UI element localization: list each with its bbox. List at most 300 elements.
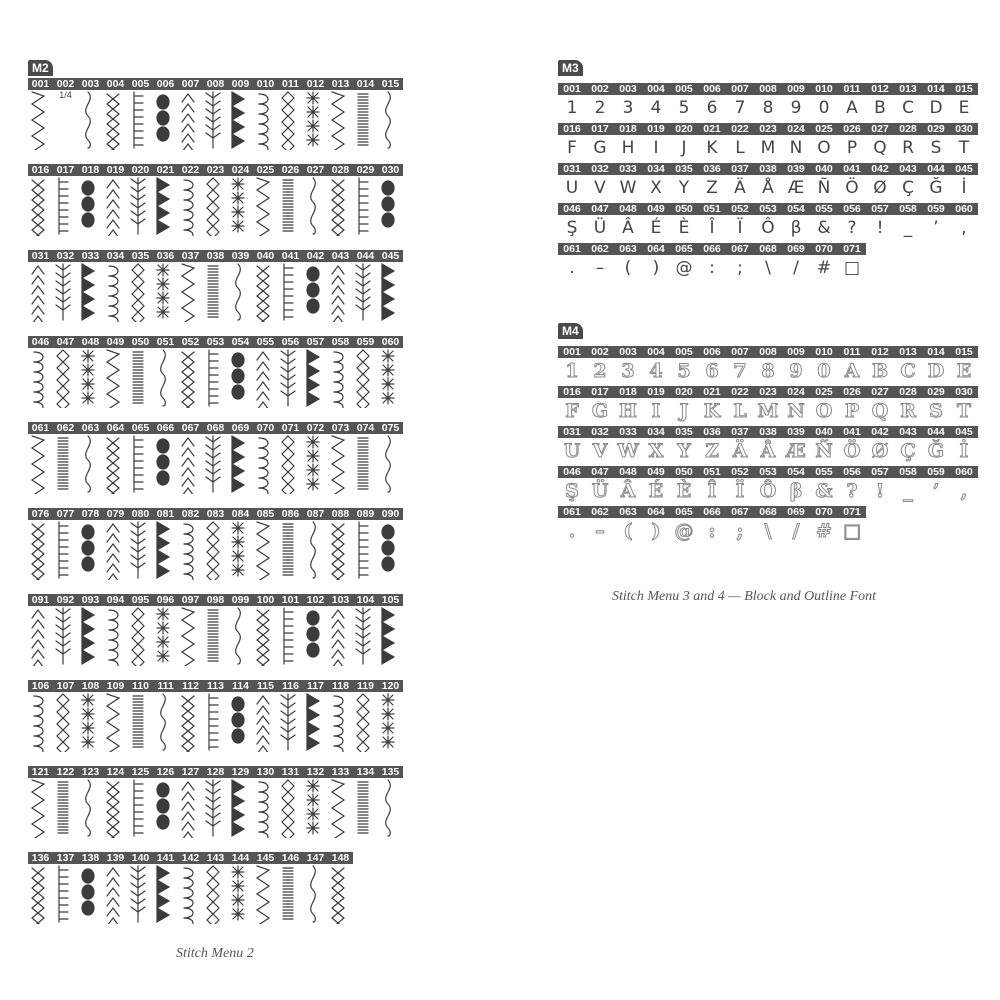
font-character: Ø xyxy=(871,440,889,462)
font-number: 026 xyxy=(843,386,861,398)
font-number-bar xyxy=(558,466,978,478)
font-character: K xyxy=(703,400,721,422)
font-character: L xyxy=(735,138,745,158)
stitch-number: 014 xyxy=(356,78,375,90)
stitch-pattern-icon xyxy=(378,606,403,680)
stitch-pattern-icon xyxy=(153,434,178,508)
stitch-pattern-icon xyxy=(278,176,303,250)
font-character: _ xyxy=(903,218,913,238)
font-number: 033 xyxy=(619,163,637,175)
font-character: K xyxy=(706,138,718,158)
font-row xyxy=(558,123,978,161)
font-number: 024 xyxy=(787,386,805,398)
font-number-bar xyxy=(558,163,978,175)
stitch-number: 143 xyxy=(206,852,225,864)
font-number: 007 xyxy=(731,346,749,358)
font-number: 030 xyxy=(955,123,973,135)
stitch-pattern-icon xyxy=(253,176,278,250)
stitch-number-bar xyxy=(28,766,403,778)
font-number: 068 xyxy=(759,243,777,255)
font-character: 7 xyxy=(734,98,746,118)
font-character: & xyxy=(817,218,831,238)
font-number: 043 xyxy=(899,426,917,438)
font-number: 061 xyxy=(563,506,581,518)
stitch-pattern-icon xyxy=(353,434,378,508)
font-character: Ä xyxy=(732,440,748,462)
stitch-pattern-icon xyxy=(103,606,128,680)
font-number: 043 xyxy=(899,163,917,175)
font-character: O xyxy=(815,400,833,422)
stitch-pattern-icon xyxy=(353,606,378,680)
stitch-fraction-label: 1/4 xyxy=(59,90,72,100)
font-character: P xyxy=(844,400,860,422)
stitch-number: 129 xyxy=(231,766,250,778)
font-number: 034 xyxy=(647,426,665,438)
font-number: 017 xyxy=(591,123,609,135)
stitch-number: 036 xyxy=(156,250,175,262)
stitch-pattern-icon xyxy=(128,606,153,680)
font-character: R xyxy=(900,400,916,422)
font-number: 067 xyxy=(731,243,749,255)
font-number: 069 xyxy=(787,243,805,255)
stitch-pattern-icon xyxy=(178,606,203,680)
stitch-number: 113 xyxy=(207,680,224,692)
font-number: 019 xyxy=(647,123,665,135)
stitch-pattern-icon xyxy=(253,520,278,594)
stitch-pattern-icon xyxy=(278,864,303,938)
font-character: I xyxy=(653,138,659,158)
font-character: Î xyxy=(707,480,717,502)
font-character: Ñ xyxy=(815,440,833,462)
stitch-number: 032 xyxy=(56,250,75,262)
stitch-pattern-icon xyxy=(353,520,378,594)
stitch-pattern-icon xyxy=(203,606,228,680)
font-row xyxy=(558,466,978,504)
font-character: Y xyxy=(677,440,691,462)
stitch-pattern-icon xyxy=(203,520,228,594)
font-character: 4 xyxy=(650,98,662,118)
font-number: 004 xyxy=(647,83,665,95)
stitch-number-bar xyxy=(28,680,403,692)
stitch-pattern-icon xyxy=(103,778,128,852)
stitch-pattern-icon xyxy=(228,520,253,594)
font-character: Î xyxy=(709,218,715,238)
stitch-number: 065 xyxy=(131,422,150,434)
stitch-pattern-icon xyxy=(103,520,128,594)
font-character: Æ xyxy=(787,178,805,198)
stitch-pattern-icon xyxy=(353,90,378,164)
stitch-number: 026 xyxy=(281,164,300,176)
font-number: 041 xyxy=(843,426,861,438)
stitch-pattern-icon xyxy=(378,434,403,508)
font-number: 006 xyxy=(703,83,721,95)
font-number: 057 xyxy=(871,466,889,478)
stitch-pattern-icon xyxy=(153,606,178,680)
stitch-pattern-icon xyxy=(253,864,278,938)
stitch-number: 110 xyxy=(132,680,149,692)
stitch-pattern-icon xyxy=(303,262,328,336)
stitch-number: 020 xyxy=(131,164,150,176)
stitch-number: 074 xyxy=(356,422,375,434)
stitch-pattern-icon xyxy=(78,692,103,766)
font-number: 011 xyxy=(843,346,861,358)
font-character: / xyxy=(793,258,799,278)
stitch-number: 138 xyxy=(81,852,100,864)
font-character: Å xyxy=(762,178,774,198)
stitch-pattern-icon xyxy=(28,864,53,938)
font-character: 6 xyxy=(705,360,719,382)
font-character: S xyxy=(929,400,943,422)
font-character: Ğ xyxy=(927,440,945,462)
stitch-pattern-icon xyxy=(53,778,78,852)
font-number: 029 xyxy=(927,123,945,135)
stitch-number: 084 xyxy=(231,508,250,520)
stitch-number: 116 xyxy=(282,680,299,692)
font-number: 028 xyxy=(899,123,917,135)
stitch-number: 012 xyxy=(306,78,325,90)
stitch-number: 069 xyxy=(231,422,250,434)
font-number: 002 xyxy=(591,83,609,95)
stitch-pattern-icon xyxy=(178,434,203,508)
font-character: G xyxy=(591,400,609,422)
font-character: Ç xyxy=(900,440,916,462)
stitch-pattern-icon xyxy=(328,606,353,680)
font-number-bar xyxy=(558,203,978,215)
font-character: 5 xyxy=(678,98,690,118)
font-number: 025 xyxy=(815,123,833,135)
stitch-number: 140 xyxy=(131,852,150,864)
stitch-pattern-icon xyxy=(103,348,128,422)
stitch-number: 027 xyxy=(306,164,325,176)
stitch-number: 048 xyxy=(81,336,100,348)
stitch-number: 002 xyxy=(56,78,75,90)
stitch-number: 019 xyxy=(106,164,125,176)
font-character: Ç xyxy=(902,178,914,198)
font-number: 056 xyxy=(843,466,861,478)
font-row xyxy=(558,426,978,464)
font-number: 020 xyxy=(675,386,693,398)
stitch-number: 044 xyxy=(356,250,375,262)
stitch-pattern-icon xyxy=(178,864,203,938)
font-number: 060 xyxy=(955,466,973,478)
font-character: 5 xyxy=(677,360,691,382)
stitch-pattern-icon xyxy=(278,262,303,336)
font-character: A xyxy=(846,98,858,118)
stitch-number: 062 xyxy=(56,422,75,434)
font-character: & xyxy=(815,480,833,502)
font-character: Ï xyxy=(735,480,745,502)
font-number: 054 xyxy=(787,203,805,215)
font-character: 4 xyxy=(649,360,663,382)
stitch-number: 016 xyxy=(31,164,50,176)
font-character: Z xyxy=(706,178,718,198)
stitch-pattern-icon xyxy=(203,348,228,422)
caption-stitch-menu-3-4: Stitch Menu 3 and 4 — Block and Outline Font xyxy=(612,589,877,604)
font-number: 041 xyxy=(843,163,861,175)
stitch-number: 148 xyxy=(331,852,350,864)
stitch-pattern-icon xyxy=(28,176,53,250)
font-number: 027 xyxy=(871,386,889,398)
font-row xyxy=(558,506,866,544)
stitch-number-bar xyxy=(28,164,403,176)
font-number: 022 xyxy=(731,123,749,135)
stitch-number: 141 xyxy=(156,852,175,864)
stitch-number: 090 xyxy=(381,508,400,520)
stitch-pattern-icon xyxy=(353,348,378,422)
stitch-pattern-icon xyxy=(203,176,228,250)
stitch-number: 006 xyxy=(156,78,175,90)
font-character: @ xyxy=(674,520,694,542)
stitch-number: 040 xyxy=(256,250,275,262)
font-character: M xyxy=(757,400,779,422)
font-character: , xyxy=(961,218,967,238)
stitch-number: 145 xyxy=(256,852,275,864)
font-character: ’ xyxy=(932,480,940,502)
stitch-number-bar xyxy=(28,336,403,348)
stitch-number: 035 xyxy=(131,250,150,262)
font-number: 053 xyxy=(759,466,777,478)
stitch-pattern-icon xyxy=(253,606,278,680)
stitch-number: 088 xyxy=(331,508,350,520)
font-character: N xyxy=(787,400,805,422)
stitch-pattern-icon xyxy=(103,262,128,336)
stitch-pattern-icon xyxy=(278,606,303,680)
font-number: 016 xyxy=(563,386,581,398)
stitch-pattern-icon xyxy=(378,778,403,852)
stitch-number: 135 xyxy=(381,766,400,778)
stitch-number: 115 xyxy=(257,680,274,692)
stitch-pattern-icon xyxy=(153,692,178,766)
stitch-number: 105 xyxy=(381,594,400,606)
font-number: 059 xyxy=(927,203,945,215)
stitch-number: 093 xyxy=(81,594,100,606)
stitch-pattern-icon xyxy=(278,692,303,766)
stitch-number: 043 xyxy=(331,250,350,262)
font-number: 063 xyxy=(619,506,637,518)
font-character: 9 xyxy=(789,360,803,382)
font-character: Ğ xyxy=(929,178,943,198)
font-character: ) xyxy=(652,258,660,278)
font-number: 042 xyxy=(871,163,889,175)
font-character: 3 xyxy=(621,360,635,382)
menu-tag-m3: M3 xyxy=(558,60,583,76)
font-number-bar xyxy=(558,426,978,438)
stitch-pattern-icon xyxy=(28,262,53,336)
stitch-pattern-icon xyxy=(278,348,303,422)
stitch-number: 011 xyxy=(282,78,299,90)
stitch-number: 094 xyxy=(106,594,125,606)
font-number-bar xyxy=(558,243,866,255)
stitch-row xyxy=(28,594,403,680)
stitch-pattern-icon xyxy=(103,864,128,938)
font-number: 038 xyxy=(759,163,777,175)
stitch-number: 142 xyxy=(181,852,200,864)
stitch-number: 102 xyxy=(306,594,325,606)
font-character: W xyxy=(617,440,639,462)
font-character: ! xyxy=(876,218,884,238)
font-character: ( xyxy=(623,520,633,542)
font-character: V xyxy=(592,440,608,462)
stitch-number-bar xyxy=(28,852,353,864)
stitch-number-bar xyxy=(28,250,403,262)
stitch-number: 089 xyxy=(356,508,375,520)
stitch-number: 131 xyxy=(281,766,300,778)
font-character: H xyxy=(621,138,635,158)
stitch-number: 045 xyxy=(381,250,400,262)
font-number: 005 xyxy=(675,83,693,95)
font-character: C xyxy=(902,98,914,118)
font-character: ! xyxy=(875,480,885,502)
caption-stitch-menu-2: Stitch Menu 2 xyxy=(176,946,254,961)
font-character: V xyxy=(594,178,606,198)
font-character: Ş xyxy=(565,480,579,502)
font-number: 036 xyxy=(703,426,721,438)
font-row xyxy=(558,163,978,201)
stitch-number: 134 xyxy=(356,766,375,778)
stitch-pattern-icon xyxy=(228,262,253,336)
stitch-number: 097 xyxy=(181,594,200,606)
font-number: 031 xyxy=(563,163,581,175)
font-number: 062 xyxy=(591,243,609,255)
stitch-pattern-icon xyxy=(78,434,103,508)
stitch-number: 001 xyxy=(31,78,50,90)
font-number: 070 xyxy=(815,243,833,255)
font-number: 051 xyxy=(703,203,721,215)
font-character: É xyxy=(650,218,662,238)
stitch-number: 050 xyxy=(131,336,150,348)
stitch-pattern-icon xyxy=(78,90,103,164)
font-row xyxy=(558,203,978,241)
stitch-number: 128 xyxy=(206,766,225,778)
stitch-pattern-icon xyxy=(353,778,378,852)
stitch-pattern-icon xyxy=(103,692,128,766)
font-number: 010 xyxy=(815,346,833,358)
stitch-pattern-icon xyxy=(303,606,328,680)
stitch-pattern-icon xyxy=(178,348,203,422)
stitch-pattern-icon xyxy=(328,692,353,766)
font-character: Â xyxy=(622,218,634,238)
stitch-pattern-icon xyxy=(278,90,303,164)
stitch-number: 085 xyxy=(256,508,275,520)
stitch-pattern-icon xyxy=(228,176,253,250)
font-character: R xyxy=(902,138,914,158)
font-character: İ xyxy=(959,440,969,462)
font-number: 033 xyxy=(619,426,637,438)
stitch-number: 124 xyxy=(106,766,125,778)
stitch-number: 083 xyxy=(206,508,225,520)
stitch-number: 077 xyxy=(56,508,75,520)
stitch-number: 053 xyxy=(206,336,225,348)
stitch-pattern-icon xyxy=(128,434,153,508)
font-number: 049 xyxy=(647,203,665,215)
font-character: ; xyxy=(736,520,744,542)
stitch-pattern-icon xyxy=(178,778,203,852)
stitch-pattern-icon xyxy=(153,262,178,336)
stitch-pattern-icon xyxy=(303,176,328,250)
stitch-number: 080 xyxy=(131,508,150,520)
font-character: : xyxy=(709,258,715,278)
stitch-pattern-icon xyxy=(53,434,78,508)
stitch-pattern-icon xyxy=(328,864,353,938)
font-number: 058 xyxy=(899,203,917,215)
font-character: D xyxy=(929,98,943,118)
font-number: 071 xyxy=(843,243,861,255)
stitch-number: 031 xyxy=(31,250,50,262)
font-number: 016 xyxy=(563,123,581,135)
stitch-pattern-icon xyxy=(228,692,253,766)
font-number: 050 xyxy=(675,203,693,215)
stitch-number: 015 xyxy=(381,78,400,90)
stitch-pattern-icon xyxy=(28,692,53,766)
font-character: Ø xyxy=(873,178,887,198)
font-character: . xyxy=(568,520,576,542)
font-character: S xyxy=(930,138,942,158)
font-character: Ö xyxy=(843,440,861,462)
stitch-number: 007 xyxy=(181,78,200,90)
font-character: Z xyxy=(705,440,719,462)
font-character: 2 xyxy=(594,98,606,118)
stitch-number: 096 xyxy=(156,594,175,606)
stitch-number: 018 xyxy=(81,164,100,176)
stitch-number: 013 xyxy=(331,78,350,90)
font-character: F xyxy=(567,138,577,158)
stitch-pattern-icon xyxy=(103,90,128,164)
font-number: 040 xyxy=(815,426,833,438)
font-number: 055 xyxy=(815,203,833,215)
stitch-number: 104 xyxy=(356,594,375,606)
stitch-pattern-icon xyxy=(253,348,278,422)
stitch-pattern-icon xyxy=(53,520,78,594)
font-character: Æ xyxy=(786,440,806,462)
font-character: – xyxy=(595,520,605,542)
stitch-pattern-icon xyxy=(378,692,403,766)
font-number: 037 xyxy=(731,163,749,175)
font-number: 001 xyxy=(563,83,581,95)
stitch-pattern-icon xyxy=(378,176,403,250)
stitch-pattern-icon xyxy=(153,520,178,594)
font-number: 069 xyxy=(787,506,805,518)
font-character: / xyxy=(792,520,800,542)
font-number: 018 xyxy=(619,386,637,398)
font-number: 052 xyxy=(731,466,749,478)
font-number: 057 xyxy=(871,203,889,215)
stitch-number: 057 xyxy=(306,336,325,348)
font-character: : xyxy=(708,520,716,542)
stitch-pattern-icon xyxy=(253,90,278,164)
font-number: 054 xyxy=(787,466,805,478)
font-character: Ş xyxy=(566,218,578,238)
stitch-row xyxy=(28,250,403,336)
font-character: 8 xyxy=(762,98,774,118)
font-character: Ô xyxy=(759,480,777,502)
stitch-pattern-icon xyxy=(278,778,303,852)
font-character: È xyxy=(676,480,692,502)
font-number: 008 xyxy=(759,83,777,95)
stitch-number: 047 xyxy=(56,336,75,348)
font-character: Å xyxy=(760,440,776,462)
stitch-pattern-icon xyxy=(78,864,103,938)
font-character: 8 xyxy=(761,360,775,382)
stitch-number: 041 xyxy=(281,250,300,262)
stitch-number: 122 xyxy=(56,766,75,778)
stitch-pattern-icon xyxy=(253,262,278,336)
font-character: A xyxy=(844,360,860,382)
font-character: Q xyxy=(873,138,887,158)
stitch-number: 017 xyxy=(56,164,75,176)
stitch-number: 120 xyxy=(381,680,400,692)
stitch-number: 125 xyxy=(131,766,150,778)
font-number-bar xyxy=(558,346,978,358)
